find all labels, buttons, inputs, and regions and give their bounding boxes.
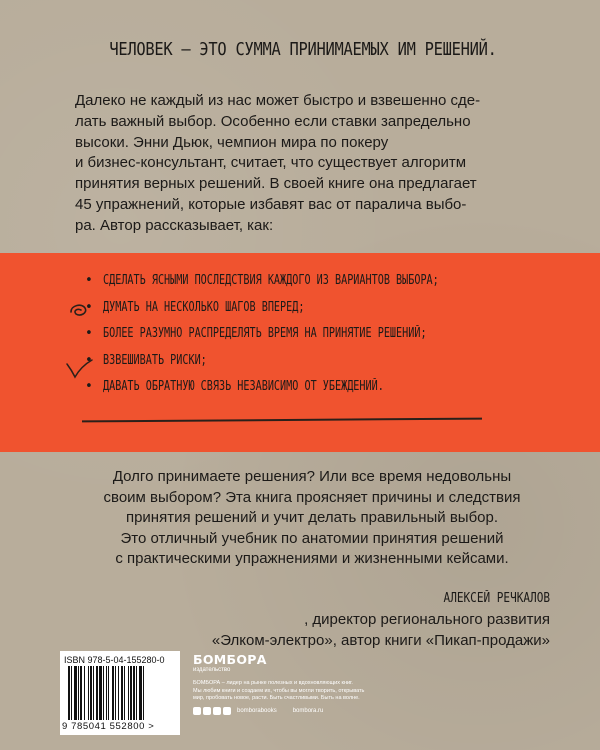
bullet-text: БОЛЕЕ РАЗУМНО РАСПРЕДЕЛЯТЬ ВРЕМЯ НА ПРИНЯТИЕ РЕШЕНИЙ; [103, 326, 427, 341]
barcode-bar [136, 666, 137, 720]
publisher-social [193, 706, 323, 716]
barcode-bar [118, 666, 119, 720]
intro-line: лать важный выбор. Особенно если ставки запредельно [75, 112, 471, 130]
social-telegram-icon [203, 707, 211, 715]
bullet-text: СДЕЛАТЬ ЯСНЫМИ ПОСЛЕДСТВИЯ КАЖДОГО ИЗ ВАРИАНТОВ ВЫБОРА; [103, 273, 439, 288]
intro-line: 45 упражнений, которые избавят вас от паралича выбо- [75, 195, 467, 213]
bottom-line: Долго принимаете решения? Или все время недовольны [112, 468, 512, 485]
publisher-blurb [193, 680, 553, 703]
barcode-bar [124, 666, 125, 720]
barcode-icon [68, 666, 172, 720]
social-vk-icon [193, 707, 201, 715]
social-handle: bomborabooks [237, 708, 277, 714]
bullet-text: ДАВАТЬ ОБРАТНУЮ СВЯЗЬ НЕЗАВИСИМО ОТ УБЕЖДЕНИЙ. [103, 379, 384, 394]
barcode-bar [93, 666, 94, 720]
isbn-barcode-box [60, 651, 180, 735]
signature-name: АЛЕКСЕЙ РЕЧКАЛОВ [443, 591, 550, 606]
barcode-bar [68, 666, 70, 720]
barcode-bar [74, 666, 77, 720]
barcode-bar [133, 666, 135, 720]
barcode-bar [99, 666, 102, 720]
intro-line: Далеко не каждый из нас может быстро и взвешенно сде- [75, 92, 481, 109]
headline: ЧЕЛОВЕК — ЭТО СУММА ПРИНИМАЕМЫХ ИМ РЕШЕНИЙ. [109, 40, 497, 60]
bottom-line: Это отличный учебник по анатомии принятия решений [120, 529, 504, 547]
signature-line [150, 589, 550, 631]
intro-line: высоки. Энни Дьюк, чемпион мира по покеру [75, 133, 389, 151]
barcode-bar [130, 666, 132, 720]
bottom-line: своим выбором? Эта книга проясняет причины и следствия [103, 488, 521, 506]
isbn-digits: 9 785041 552800 > [62, 721, 155, 732]
bullet-marker: • [85, 299, 93, 315]
publisher-blurb-line: Мы любим книги и создаем их, чтобы вы могли творить, открывать [193, 687, 365, 694]
intro-line: и бизнес-консультант, считает, что существует алгоритм [75, 154, 467, 172]
social-youtube-icon [213, 707, 221, 715]
barcode-bar [112, 666, 114, 720]
barcode-bar [128, 666, 129, 720]
bullet-text: ВЗВЕШИВАТЬ РИСКИ; [103, 352, 207, 368]
hand-drawn-check-icon [64, 358, 94, 380]
barcode-bar [80, 666, 82, 720]
bullet-item [85, 348, 545, 375]
publisher-site: bombora.ru [292, 708, 324, 714]
bullet-list [85, 268, 545, 401]
barcode-bar [71, 666, 72, 720]
barcode-bar [90, 666, 92, 720]
hand-drawn-swirl-icon [68, 300, 92, 322]
social-ok-icon [223, 707, 231, 715]
social-links [237, 708, 323, 714]
publisher-logo: БОМБОРА [193, 652, 267, 667]
intro-paragraph [75, 91, 550, 237]
bullet-marker: • [85, 379, 93, 394]
barcode-bar [96, 666, 98, 720]
bullet-item [85, 321, 545, 348]
intro-line: принятия верных решений. В своей книге она предлагает [75, 175, 477, 193]
bottom-line: с практическими упражнениями и жизненными кейсами. [115, 550, 509, 567]
barcode-bar [143, 666, 144, 720]
barcode-bar [88, 666, 89, 720]
signature-affiliation: «Элком-электро», автор книги «Пикап-продажи» [211, 631, 550, 649]
signature-title: , директор регионального развития [304, 610, 550, 628]
barcode-bar [103, 666, 104, 720]
publisher-blurb-line: мир, пробовать новое, расти. Быть счастливыми. Быть на волне. [193, 695, 360, 702]
bullet-item [85, 374, 545, 401]
barcode-bar [115, 666, 116, 720]
bullet-text: ДУМАТЬ НА НЕСКОЛЬКО ШАГОВ ВПЕРЕД; [103, 299, 305, 315]
barcode-bar [84, 666, 85, 720]
bottom-line: принятия решений и учит делать правильный выбор. [125, 509, 499, 526]
bullet-item [85, 295, 545, 322]
bullet-marker: • [85, 273, 93, 288]
bullet-marker: • [85, 352, 93, 368]
barcode-bar [108, 666, 109, 720]
publisher-subtitle: издательство [193, 667, 231, 673]
bottom-paragraph [72, 467, 552, 570]
intro-line: ра. Автор рассказывает, как: [75, 216, 274, 234]
endorsement-signature [150, 589, 550, 651]
barcode-bar [78, 666, 79, 720]
bullet-item [85, 268, 545, 295]
publisher-blurb-line: БОМБОРА – лидер на рынке полезных и вдохновляющих книг. [193, 680, 353, 686]
barcode-bar [139, 666, 142, 720]
barcode-bar [121, 666, 123, 720]
isbn-label: ISBN 978-5-04-155280-0 [64, 655, 165, 665]
barcode-bar [106, 666, 107, 720]
bullet-marker: • [85, 326, 93, 341]
